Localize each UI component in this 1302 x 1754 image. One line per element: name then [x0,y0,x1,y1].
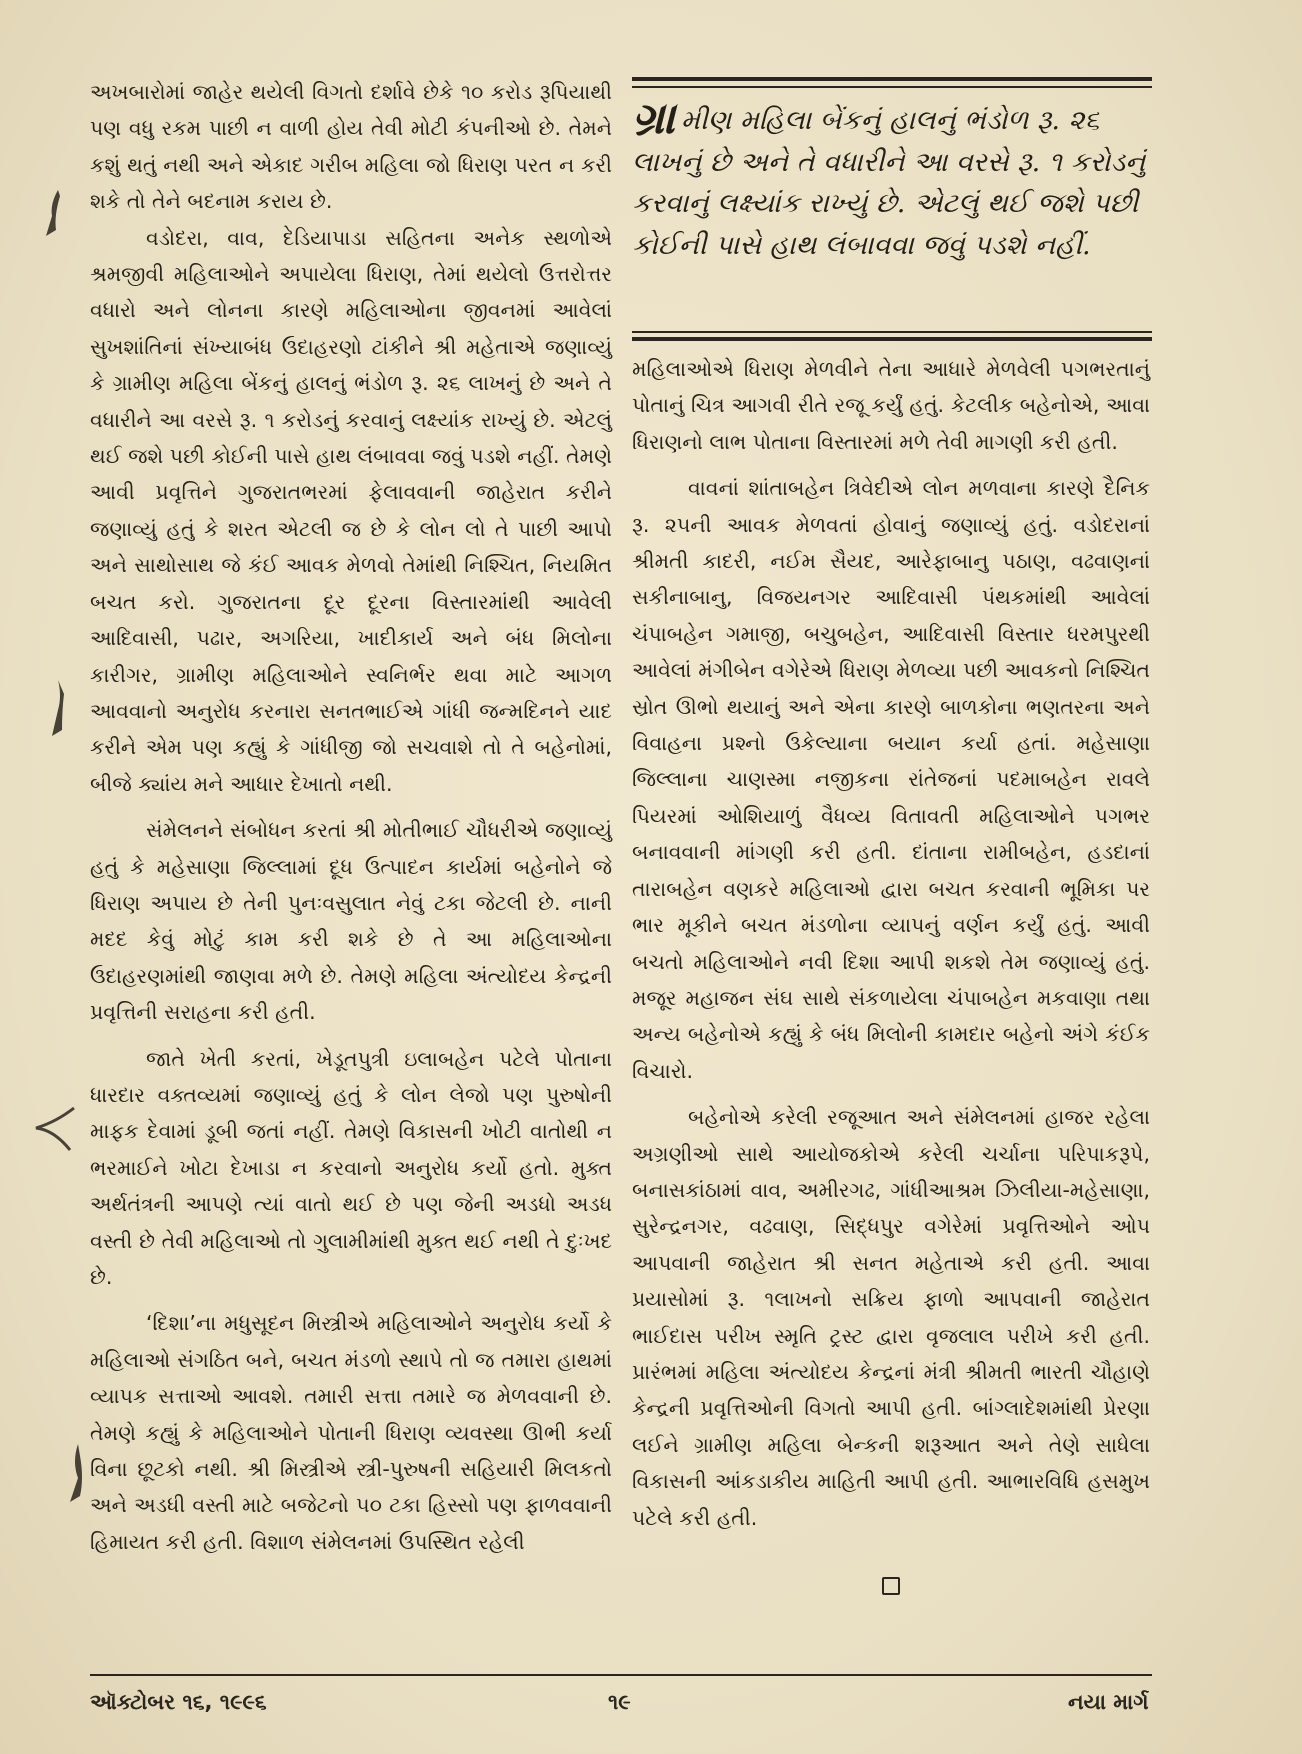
pencil-margin-mark-2 [42,676,68,746]
footer-date: ઑક્ટોબર ૧૬, ૧૯૯૬ [90,1690,267,1714]
pencil-margin-mark-1 [40,186,66,246]
paragraph-right-2: વાવનાં શાંતાબહેન ત્રિવેદીએ લોન મળવાના કારણે દૈનિક રૂ. ૨૫ની આવક મેળવતાં હોવાનું જણાવ્યું હતું. વડોદરાનાં શ્રીમતી કાદરી, નઈમ સૈયદ, આરેફાબાનુ પઠાણ, વઢવાણનાં સકીનાબાનુ, વિજયનગર આદિવાસી પંથકમાંથી આવેલાં ચંપાબહેન ગમાજી, બચુબહેન, આદિવાસી વિસ્તાર ધરમપુરથી આવેલાં મંગીબેન વગેરેએ ધિરાણ મેળવ્યા પછી આવકનો નિશ્ચિત સ્રોત ઊભો થયાનું અને એના કારણે બાળકોના ભણતરના અને વિવાહના પ્રશ્નો ઉકેલ્યાના બયાન કર્યા હતાં. મહેસાણા જિલ્લાના ચાણસ્મા નજીકના રાંતેજનાં પદમાબહેન રાવલે પિયરમાં ઓશિયાળું વૈધવ્ય વિતાવતી મહિલાઓને પગભર બનાવવાની માંગણી કરી હતી. દાંતાના રામીબહેન, હડદાનાં તારાબહેન વણકરે મહિલાઓ દ્વારા બચત કરવાની ભૂમિકા પર ભાર મૂકીને બચત મંડળોના વ્યાપનું વર્ણન કર્યું હતું. આવી બચતો મહિલાઓને નવી દિશા આપી શકશે તેમ જણાવ્યું હતું. મજૂર મહાજન સંઘ સાથે સંકળાયેલા ચંપાબહેન મકવાણા તથા અન્ય બહેનોએ કહ્યું કે બંધ મિલોની કામદાર બહેનો અંગે કંઈક વિચારો. [632,476,1150,1083]
left-column [90,74,612,1560]
page-number: ૧૯ [608,1690,631,1714]
paragraph-left-1: અખબારોમાં જાહેર થયેલી વિગતો દર્શાવે છેકે ૧૦ કરોડ રૂપિયાથી પણ વધુ રકમ પાછી ન વાળી હોય તેવી મોટી કંપનીઓ છે. તેમને કશું થતું નથી અને એકાદ ગરીબ મહિલા જો ધિરાણ પરત ન કરી શકે તો તેને બદનામ કરાય છે. [90,80,612,214]
pullquote-top-rule-thin [632,86,1152,88]
paragraph-left-4: જાતે ખેતી કરતાં, ખેડૂતપુત્રી ઇલાબહેન પટેલે પોતાના ધારદાર વક્તવ્યમાં જણાવ્યું હતું કે લોન લેજો પણ પુરુષોની માફક દેવામાં ડૂબી જતાં નહીં. તેમણે વિકાસની ખોટી વાતોથી ન ભરમાઈને ખોટા દેખાડા ન કરવાનો અનુરોધ કર્યો હતો. મુક્ત અર્થતંત્રની આપણે ત્યાં વાતો થઈ છે પણ જેની અડધો અડધ વસ્તી છે તેવી મહિલાઓ તો ગુલામીમાંથી મુક્ત થઈ નથી તે દુઃખદ છે. [90,1046,612,1289]
pullquote-bottom-rule-thick [632,337,1152,341]
right-column [632,351,1150,1536]
paragraph-left-3: સંમેલનને સંબોધન કરતાં શ્રી મોતીભાઈ ચૌધરીએ જણાવ્યું હતું કે મહેસાણા જિલ્લામાં દૂધ ઉત્પાદન કાર્યમાં બહેનોને જે ધિરાણ અપાય છે તેની પુનઃવસુલાત નેવું ટકા જેટલી છે. નાની મદદ કેવું મોટું કામ કરી શકે છે તે આ મહિલાઓના ઉદાહરણમાંથી જાણવા મળે છે. તેમણે મહિલા અંત્યોદય કેન્દ્રની પ્રવૃત્તિની સરાહના કરી હતી. [90,818,612,1025]
pullquote-bottom-rule-thin [632,331,1152,333]
publication-name: નયા માર્ગ [1068,1690,1149,1714]
pencil-margin-mark-4 [64,1438,90,1508]
footer-rule [90,1674,1152,1676]
pullquote-dropcap: ગ્રા [632,93,675,144]
pullquote [632,93,1152,266]
paragraph-left-5: ‘દિશા’ના મધુસૂદન મિસ્ત્રીએ મહિલાઓને અનુરોધ કર્યો કે મહિલાઓ સંગઠિત બને, બચત મંડળો સ્થાપે તો જ તમારા હાથમાં વ્યાપક સત્તાઓ આવશે. તમારી સત્તા તમારે જ મેળવવાની છે. તેમણે કહ્યું કે મહિલાઓને પોતાની ધિરાણ વ્યવસ્થા ઊભી કર્યા વિના છૂટકો નથી. શ્રી મિસ્ત્રીએ સ્ત્રી-પુરુષની સહિયારી મિલકતો અને અડધી વસ્તી માટે બજેટનો ૫૦ ટકા હિસ્સો પણ ફાળવવાની હિમાયત કરી હતી. વિશાળ સંમેલનમાં ઉપસ્થિત રહેલી [90,1311,612,1554]
paragraph-right-1: મહિલાઓએ ધિરાણ મેળવીને તેના આધારે મેળવેલી પગભરતાનું પોતાનું ચિત્ર આગવી રીતે રજૂ કર્યું હતું. કેટલીક બહેનોએ, આવા ધિરાણનો લાભ પોતાના વિસ્તારમાં મળે તેવી માગણી કરી હતી. [632,357,1150,454]
end-of-article-mark [882,1577,900,1595]
pullquote-text: મીણ મહિલા બેંકનું હાલનું ભંડોળ રૂ. ૨૬ લાખનું છે અને તે વધારીને આ વરસે રૂ. ૧ કરોડનું કરવાનું લક્ષ્યાંક રાખ્યું છે. એટલું થઈ જશે પછી કોઈની પાસે હાથ લંબાવવા જવું પડશે નહીં. [632,105,1146,261]
paragraph-left-2: વડોદરા, વાવ, દેડિયાપાડા સહિતના અનેક સ્થળોએ શ્રમજીવી મહિલાઓને અપાયેલા ધિરાણ, તેમાં થયેલો ઉત્તરોત્તર વધારો અને લોનના કારણે મહિલાઓના જીવનમાં આવેલાં સુખશાંતિનાં સંખ્યાબંધ ઉદાહરણો ટાંકીને શ્રી મહેતાએ જણાવ્યું કે ગ્રામીણ મહિલા બેંકનું હાલનું ભંડોળ રૂ. ૨૬ લાખનું છે અને તે વધારીને આ વરસે રૂ. ૧ કરોડનું કરવાનું લક્ષ્યાંક રાખ્યું છે. એટલું થઈ જશે પછી કોઈની પાસે હાથ લંબાવવા જવું પડશે નહીં. તેમણે આવી પ્રવૃત્તિને ગુજરાતભરમાં ફેલાવવાની જાહેરાત કરીને જણાવ્યું હતું કે શરત એટલી જ છે કે લોન લો તે પાછી આપો અને સાથોસાથ જે કંઈ આવક મેળવો તેમાંથી નિશ્ચિત, નિયમિત બચત કરો. ગુજરાતના દૂર દૂરના વિસ્તારમાંથી આવેલી આદિવાસી, પઢાર, અગરિયા, ખાદીકાર્ય અને બંધ મિલોના કારીગર, ગ્રામીણ મહિલાઓને સ્વનિર્ભર થવા માટે આગળ આવવાનો અનુરોધ કરનારા સનતભાઈએ ગાંધી જન્મદિનને યાદ કરીને એમ પણ કહ્યું કે ગાંધીજી જો સચવાશે તો તે બહેનોમાં, બીજે ક્યાંય મને આધાર દેખાતો નથી. [90,225,612,796]
pencil-margin-mark-3 [30,1102,80,1162]
pullquote-top-rule-thick [632,77,1152,81]
paragraph-right-3: બહેનોએ કરેલી રજૂઆત અને સંમેલનમાં હાજર રહેલા અગ્રણીઓ સાથે આયોજકોએ કરેલી ચર્ચાના પરિપાકરૂપે, બનાસકાંઠામાં વાવ, અમીરગઢ, ગાંધીઆશ્રમ ઝિલીયા-મહેસાણા, સુરેન્દ્રનગર, વઢવાણ, સિદ્ધપુર વગેરેમાં પ્રવૃત્તિઓને ઓપ આપવાની જાહેરાત શ્રી સનત મહેતાએ કરી હતી. આવા પ્રયાસોમાં રૂ. ૧લાખનો સક્રિય ફાળો આપવાની જાહેરાત ભાઈદાસ પરીખ સ્મૃતિ ટ્રસ્ટ દ્વારા વૃજલાલ પરીખે કરી હતી. પ્રારંભમાં મહિલા અંત્યોદય કેન્દ્રનાં મંત્રી શ્રીમતી ભારતી ચૌહાણે કેન્દ્રની પ્રવૃત્તિઓની વિગતો આપી હતી. બાંગ્લાદેશમાંથી પ્રેરણા લઈને ગ્રામીણ મહિલા બેન્કની શરૂઆત અને તેણે સાધેલા વિકાસની આંકડાકીય માહિતી આપી હતી. આભારવિધિ હસમુખ પટેલે કરી હતી. [632,1105,1150,1530]
